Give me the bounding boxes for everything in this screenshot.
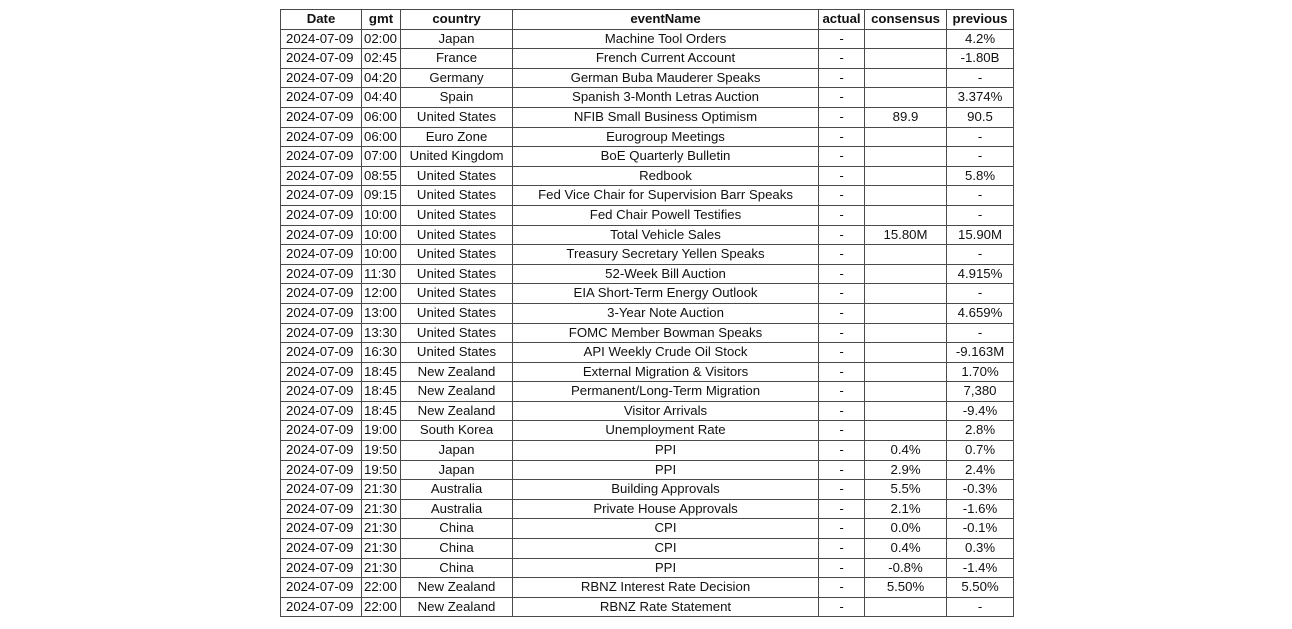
event-name-cell: Permanent/Long-Term Migration: [513, 382, 819, 402]
gmt-cell: 10:00: [362, 205, 401, 225]
previous-cell: -: [947, 205, 1014, 225]
consensus-cell: [865, 127, 947, 147]
consensus-cell: 5.5%: [865, 480, 947, 500]
gmt-cell: 09:15: [362, 186, 401, 206]
gmt-cell: 21:30: [362, 519, 401, 539]
table-row: [281, 323, 1014, 343]
previous-cell: -0.1%: [947, 519, 1014, 539]
country-cell: United States: [401, 343, 513, 363]
actual-cell: -: [819, 49, 865, 69]
date-cell: 2024-07-09: [281, 303, 362, 323]
previous-cell: 4.659%: [947, 303, 1014, 323]
event-name-cell: External Migration & Visitors: [513, 362, 819, 382]
country-cell: United States: [401, 166, 513, 186]
actual-cell: -: [819, 166, 865, 186]
table-body: [281, 29, 1014, 617]
previous-cell: -0.3%: [947, 480, 1014, 500]
event-name-cell: CPI: [513, 539, 819, 559]
gmt-cell: 18:45: [362, 401, 401, 421]
previous-cell: 7,380: [947, 382, 1014, 402]
previous-cell: 0.3%: [947, 539, 1014, 559]
date-cell: 2024-07-09: [281, 88, 362, 108]
consensus-cell: [865, 401, 947, 421]
country-cell: China: [401, 539, 513, 559]
consensus-cell: [865, 303, 947, 323]
previous-cell: -: [947, 245, 1014, 265]
table-row: [281, 205, 1014, 225]
event-name-cell: Total Vehicle Sales: [513, 225, 819, 245]
date-cell: 2024-07-09: [281, 382, 362, 402]
table-row: [281, 343, 1014, 363]
actual-cell: -: [819, 225, 865, 245]
event-name-cell: RBNZ Interest Rate Decision: [513, 578, 819, 598]
event-name-cell: 3-Year Note Auction: [513, 303, 819, 323]
event-name-cell: Fed Chair Powell Testifies: [513, 205, 819, 225]
consensus-cell: 0.4%: [865, 539, 947, 559]
table-row: [281, 441, 1014, 461]
consensus-cell: 2.1%: [865, 499, 947, 519]
table-row: [281, 68, 1014, 88]
actual-cell: -: [819, 460, 865, 480]
economic-calendar-table: [280, 9, 1014, 617]
previous-cell: -1.4%: [947, 558, 1014, 578]
country-cell: China: [401, 558, 513, 578]
event-name-cell: Fed Vice Chair for Supervision Barr Speaks: [513, 186, 819, 206]
header-consensus: consensus: [865, 10, 947, 30]
date-cell: 2024-07-09: [281, 539, 362, 559]
date-cell: 2024-07-09: [281, 166, 362, 186]
previous-cell: -9.163M: [947, 343, 1014, 363]
table-row: [281, 225, 1014, 245]
table-row: [281, 29, 1014, 49]
actual-cell: -: [819, 421, 865, 441]
event-name-cell: Eurogroup Meetings: [513, 127, 819, 147]
date-cell: 2024-07-09: [281, 323, 362, 343]
header-date: Date: [281, 10, 362, 30]
date-cell: 2024-07-09: [281, 421, 362, 441]
previous-cell: -: [947, 147, 1014, 167]
gmt-cell: 04:20: [362, 68, 401, 88]
consensus-cell: 5.50%: [865, 578, 947, 598]
previous-cell: 90.5: [947, 107, 1014, 127]
previous-cell: -: [947, 323, 1014, 343]
gmt-cell: 18:45: [362, 382, 401, 402]
consensus-cell: [865, 166, 947, 186]
table-row: [281, 303, 1014, 323]
consensus-cell: 2.9%: [865, 460, 947, 480]
event-name-cell: BoE Quarterly Bulletin: [513, 147, 819, 167]
actual-cell: -: [819, 539, 865, 559]
date-cell: 2024-07-09: [281, 245, 362, 265]
gmt-cell: 08:55: [362, 166, 401, 186]
table-row: [281, 578, 1014, 598]
previous-cell: -: [947, 186, 1014, 206]
previous-cell: -1.80B: [947, 49, 1014, 69]
date-cell: 2024-07-09: [281, 460, 362, 480]
previous-cell: 0.7%: [947, 441, 1014, 461]
actual-cell: -: [819, 343, 865, 363]
table-row: [281, 597, 1014, 617]
country-cell: Australia: [401, 499, 513, 519]
table-row: [281, 499, 1014, 519]
previous-cell: 1.70%: [947, 362, 1014, 382]
gmt-cell: 21:30: [362, 539, 401, 559]
date-cell: 2024-07-09: [281, 441, 362, 461]
date-cell: 2024-07-09: [281, 284, 362, 304]
gmt-cell: 02:00: [362, 29, 401, 49]
consensus-cell: [865, 382, 947, 402]
consensus-cell: [865, 29, 947, 49]
country-cell: Spain: [401, 88, 513, 108]
header-previous: previous: [947, 10, 1014, 30]
gmt-cell: 21:30: [362, 558, 401, 578]
country-cell: United States: [401, 245, 513, 265]
country-cell: United States: [401, 186, 513, 206]
date-cell: 2024-07-09: [281, 147, 362, 167]
country-cell: New Zealand: [401, 401, 513, 421]
country-cell: Japan: [401, 29, 513, 49]
date-cell: 2024-07-09: [281, 343, 362, 363]
event-name-cell: Machine Tool Orders: [513, 29, 819, 49]
previous-cell: 2.4%: [947, 460, 1014, 480]
actual-cell: -: [819, 245, 865, 265]
consensus-cell: [865, 147, 947, 167]
previous-cell: 4.915%: [947, 264, 1014, 284]
table-row: [281, 186, 1014, 206]
country-cell: Japan: [401, 460, 513, 480]
table-row: [281, 264, 1014, 284]
country-cell: France: [401, 49, 513, 69]
previous-cell: -9.4%: [947, 401, 1014, 421]
gmt-cell: 21:30: [362, 499, 401, 519]
country-cell: United States: [401, 205, 513, 225]
table-row: [281, 245, 1014, 265]
table-row: [281, 88, 1014, 108]
table-row: [281, 382, 1014, 402]
actual-cell: -: [819, 29, 865, 49]
table-row: [281, 480, 1014, 500]
event-name-cell: Spanish 3-Month Letras Auction: [513, 88, 819, 108]
gmt-cell: 04:40: [362, 88, 401, 108]
country-cell: Euro Zone: [401, 127, 513, 147]
event-name-cell: EIA Short-Term Energy Outlook: [513, 284, 819, 304]
date-cell: 2024-07-09: [281, 362, 362, 382]
date-cell: 2024-07-09: [281, 29, 362, 49]
gmt-cell: 22:00: [362, 578, 401, 598]
gmt-cell: 21:30: [362, 480, 401, 500]
date-cell: 2024-07-09: [281, 68, 362, 88]
header-gmt: gmt: [362, 10, 401, 30]
table-row: [281, 147, 1014, 167]
consensus-cell: [865, 284, 947, 304]
actual-cell: -: [819, 88, 865, 108]
previous-cell: 3.374%: [947, 88, 1014, 108]
event-name-cell: NFIB Small Business Optimism: [513, 107, 819, 127]
country-cell: United States: [401, 264, 513, 284]
consensus-cell: 89.9: [865, 107, 947, 127]
previous-cell: 15.90M: [947, 225, 1014, 245]
previous-cell: -: [947, 597, 1014, 617]
consensus-cell: [865, 323, 947, 343]
country-cell: United States: [401, 323, 513, 343]
actual-cell: -: [819, 303, 865, 323]
event-name-cell: Treasury Secretary Yellen Speaks: [513, 245, 819, 265]
country-cell: South Korea: [401, 421, 513, 441]
table-row: [281, 401, 1014, 421]
table-row: [281, 539, 1014, 559]
previous-cell: 2.8%: [947, 421, 1014, 441]
date-cell: 2024-07-09: [281, 205, 362, 225]
actual-cell: -: [819, 401, 865, 421]
consensus-cell: [865, 362, 947, 382]
event-name-cell: Building Approvals: [513, 480, 819, 500]
gmt-cell: 19:50: [362, 441, 401, 461]
actual-cell: -: [819, 519, 865, 539]
gmt-cell: 22:00: [362, 597, 401, 617]
date-cell: 2024-07-09: [281, 558, 362, 578]
actual-cell: -: [819, 362, 865, 382]
consensus-cell: [865, 245, 947, 265]
consensus-cell: 0.4%: [865, 441, 947, 461]
event-name-cell: FOMC Member Bowman Speaks: [513, 323, 819, 343]
actual-cell: -: [819, 558, 865, 578]
country-cell: United Kingdom: [401, 147, 513, 167]
gmt-cell: 07:00: [362, 147, 401, 167]
event-name-cell: Unemployment Rate: [513, 421, 819, 441]
event-name-cell: German Buba Mauderer Speaks: [513, 68, 819, 88]
consensus-cell: [865, 421, 947, 441]
event-name-cell: Visitor Arrivals: [513, 401, 819, 421]
actual-cell: -: [819, 597, 865, 617]
event-name-cell: French Current Account: [513, 49, 819, 69]
gmt-cell: 19:00: [362, 421, 401, 441]
previous-cell: -: [947, 68, 1014, 88]
event-name-cell: RBNZ Rate Statement: [513, 597, 819, 617]
actual-cell: -: [819, 107, 865, 127]
date-cell: 2024-07-09: [281, 597, 362, 617]
country-cell: United States: [401, 107, 513, 127]
country-cell: United States: [401, 284, 513, 304]
consensus-cell: [865, 186, 947, 206]
actual-cell: -: [819, 323, 865, 343]
date-cell: 2024-07-09: [281, 480, 362, 500]
consensus-cell: -0.8%: [865, 558, 947, 578]
event-name-cell: 52-Week Bill Auction: [513, 264, 819, 284]
consensus-cell: [865, 205, 947, 225]
actual-cell: -: [819, 205, 865, 225]
country-cell: China: [401, 519, 513, 539]
date-cell: 2024-07-09: [281, 519, 362, 539]
previous-cell: 4.2%: [947, 29, 1014, 49]
date-cell: 2024-07-09: [281, 401, 362, 421]
consensus-cell: [865, 343, 947, 363]
gmt-cell: 10:00: [362, 225, 401, 245]
header-row: [281, 10, 1014, 30]
event-name-cell: PPI: [513, 441, 819, 461]
table-row: [281, 558, 1014, 578]
country-cell: New Zealand: [401, 362, 513, 382]
previous-cell: 5.50%: [947, 578, 1014, 598]
header-country: country: [401, 10, 513, 30]
actual-cell: -: [819, 264, 865, 284]
gmt-cell: 11:30: [362, 264, 401, 284]
table-row: [281, 107, 1014, 127]
gmt-cell: 13:30: [362, 323, 401, 343]
gmt-cell: 18:45: [362, 362, 401, 382]
actual-cell: -: [819, 382, 865, 402]
event-name-cell: Redbook: [513, 166, 819, 186]
date-cell: 2024-07-09: [281, 127, 362, 147]
actual-cell: -: [819, 480, 865, 500]
date-cell: 2024-07-09: [281, 107, 362, 127]
table-row: [281, 519, 1014, 539]
country-cell: New Zealand: [401, 597, 513, 617]
event-name-cell: PPI: [513, 558, 819, 578]
actual-cell: -: [819, 578, 865, 598]
table-row: [281, 460, 1014, 480]
date-cell: 2024-07-09: [281, 186, 362, 206]
table-row: [281, 127, 1014, 147]
table-row: [281, 362, 1014, 382]
gmt-cell: 19:50: [362, 460, 401, 480]
country-cell: United States: [401, 225, 513, 245]
consensus-cell: [865, 49, 947, 69]
gmt-cell: 16:30: [362, 343, 401, 363]
consensus-cell: [865, 597, 947, 617]
gmt-cell: 10:00: [362, 245, 401, 265]
actual-cell: -: [819, 68, 865, 88]
table-row: [281, 166, 1014, 186]
actual-cell: -: [819, 147, 865, 167]
header-actual: actual: [819, 10, 865, 30]
gmt-cell: 12:00: [362, 284, 401, 304]
country-cell: New Zealand: [401, 578, 513, 598]
table-row: [281, 284, 1014, 304]
actual-cell: -: [819, 186, 865, 206]
event-name-cell: API Weekly Crude Oil Stock: [513, 343, 819, 363]
table-row: [281, 49, 1014, 69]
consensus-cell: [865, 88, 947, 108]
table-header: [281, 10, 1014, 30]
event-name-cell: CPI: [513, 519, 819, 539]
country-cell: Germany: [401, 68, 513, 88]
gmt-cell: 02:45: [362, 49, 401, 69]
country-cell: New Zealand: [401, 382, 513, 402]
consensus-cell: 15.80M: [865, 225, 947, 245]
actual-cell: -: [819, 284, 865, 304]
country-cell: United States: [401, 303, 513, 323]
consensus-cell: [865, 264, 947, 284]
gmt-cell: 06:00: [362, 127, 401, 147]
event-name-cell: PPI: [513, 460, 819, 480]
header-event-name: eventName: [513, 10, 819, 30]
table-row: [281, 421, 1014, 441]
previous-cell: 5.8%: [947, 166, 1014, 186]
date-cell: 2024-07-09: [281, 499, 362, 519]
event-name-cell: Private House Approvals: [513, 499, 819, 519]
consensus-cell: [865, 68, 947, 88]
actual-cell: -: [819, 499, 865, 519]
consensus-cell: 0.0%: [865, 519, 947, 539]
date-cell: 2024-07-09: [281, 49, 362, 69]
previous-cell: -: [947, 127, 1014, 147]
date-cell: 2024-07-09: [281, 264, 362, 284]
actual-cell: -: [819, 441, 865, 461]
actual-cell: -: [819, 127, 865, 147]
country-cell: Japan: [401, 441, 513, 461]
gmt-cell: 06:00: [362, 107, 401, 127]
previous-cell: -: [947, 284, 1014, 304]
gmt-cell: 13:00: [362, 303, 401, 323]
date-cell: 2024-07-09: [281, 578, 362, 598]
date-cell: 2024-07-09: [281, 225, 362, 245]
previous-cell: -1.6%: [947, 499, 1014, 519]
country-cell: Australia: [401, 480, 513, 500]
